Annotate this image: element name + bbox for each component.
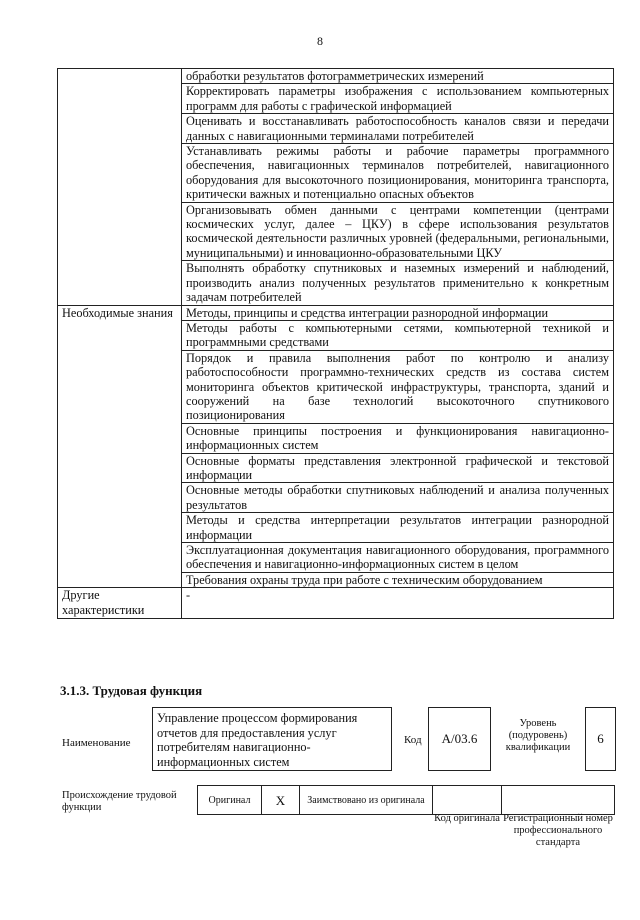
name-label: Наименование xyxy=(62,737,131,749)
level-value: 6 xyxy=(585,707,616,771)
knowledge-item: Основные методы обработки спутниковых наблюдений и анализа полученных результатов xyxy=(182,483,614,513)
code-original-cell xyxy=(432,785,502,815)
origin-label: Происхождение трудовой функции xyxy=(62,790,177,813)
skills-label-cell xyxy=(58,69,182,84)
knowledge-item: Основные форматы представления электронной графической и текстовой информации xyxy=(182,453,614,483)
knowledge-item: Методы работы с компьютерными сетями, компьютерной техникой и программными средствами xyxy=(182,320,614,350)
knowledge-item: Методы и средства интерпретации результатов интеграции разнородной информации xyxy=(182,513,614,543)
skill-item: Организовывать обмен данными с центрами компетенции (центрами космических услуг, далее – ЦКУ) в сфере использования результатов космической деятельности различных уровней (федеральными, региональными, муниципальными) и инновационно-образовательными ЦКУ xyxy=(182,202,614,261)
function-name-box: Управление процессом формирования отчетов для предоставления услуг потребителям навигационно-информационных систем xyxy=(152,707,392,771)
origin-row xyxy=(197,785,615,815)
page-number: 8 xyxy=(317,34,323,48)
knowledge-item: Эксплуатационная документация навигационного оборудования, программного обеспечения и навигационно-информационных систем в целом xyxy=(182,543,614,573)
other-value: - xyxy=(182,588,614,619)
original-mark: X xyxy=(261,785,300,815)
knowledge-item: Основные принципы построения и функционирования навигационно-информационных систем xyxy=(182,423,614,453)
competencies-table xyxy=(57,68,614,619)
knowledge-item: Порядок и правила выполнения работ по контролю и анализу работоспособности программно-технических средств из состава систем мониторинга объектов критической инфраструктуры, транспорта, зданий и сооружений на базе технологий высокоточного спутникового позиционирования xyxy=(182,350,614,423)
knowledge-item: Методы, принципы и средства интеграции разнородной информации xyxy=(182,305,614,320)
code-label: Код xyxy=(404,734,422,746)
code-original-label: Код оригинала xyxy=(434,813,500,824)
reg-number-label: Регистрационный номер профессионального стандарта xyxy=(503,813,613,848)
section-title: 3.1.3. Трудовая функция xyxy=(60,683,203,698)
original-label: Оригинал xyxy=(197,785,262,815)
skill-item: Устанавливать режимы работы и рабочие параметры программного обеспечения, навигационных терминалов потребителей, навигационного оборудования для высокоточного позиционирования, мониторинга транспорта, критически важных и потенциально опасных объектов xyxy=(182,144,614,203)
skill-item: обработки результатов фотограмметрических измерений xyxy=(182,69,614,84)
knowledge-item: Требования охраны труда при работе с техническим оборудованием xyxy=(182,572,614,587)
borrowed-label: Заимствовано из оригинала xyxy=(299,785,433,815)
skill-item: Оценивать и восстанавливать работоспособность каналов связи и передачи данных с навигационными терминалами потребителей xyxy=(182,114,614,144)
skill-item: Выполнять обработку спутниковых и наземных измерений и наблюдений, производить анализ полученных результатов применительно к конкретным задачам потребителей xyxy=(182,261,614,305)
skill-item: Корректировать параметры изображения с использованием компьютерных программ для работы с графической информацией xyxy=(182,84,614,114)
level-label: Уровень (подуровень) квалификации xyxy=(505,718,571,753)
reg-number-cell xyxy=(501,785,615,815)
other-label: Другие характеристики xyxy=(58,588,182,619)
knowledge-label: Необходимые знания xyxy=(58,305,182,320)
code-value: A/03.6 xyxy=(428,707,491,771)
